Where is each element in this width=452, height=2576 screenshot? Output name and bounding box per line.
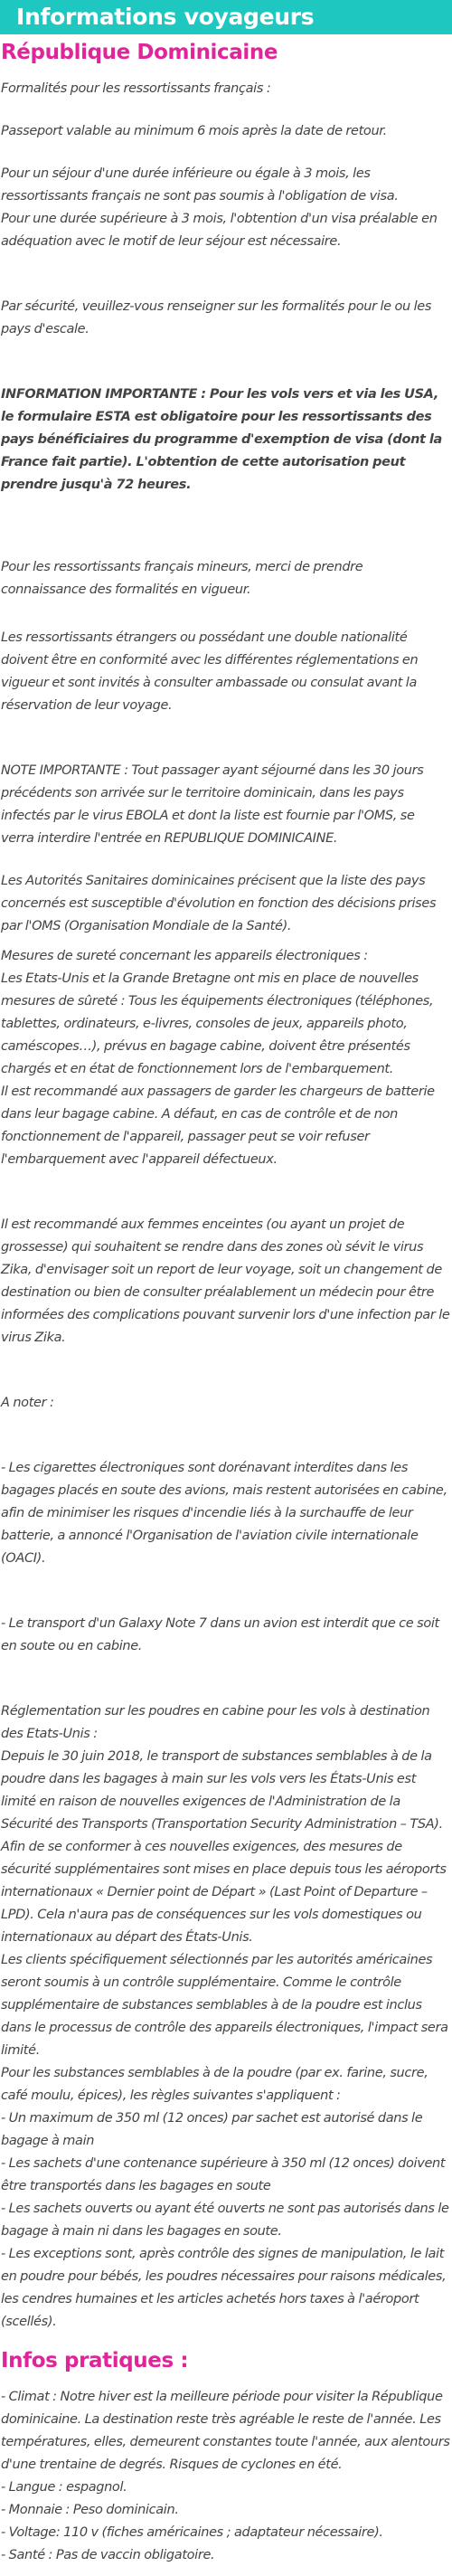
main-content — [0, 34, 452, 2576]
ebola-paragraph: NOTE IMPORTANTE : Tout passager ayant séjourné dans les 30 jours précédents son arrivée sur le territoire dominicain, dans les pays infectés par le virus EBOLA et dont la liste est fournie par l'OMS, se verra interdire l'entrée en REPUBLIQUE DOMINICAINE. — [1, 763, 424, 846]
page-title: Informations voyageurs — [16, 4, 315, 30]
powders-rule-opened: - Les sachets ouverts ou ayant été ouverts ne sont pas autorisés dans le bagage à main ni dans les bagages en soute. — [1, 2202, 449, 2239]
infos-title: Infos pratiques : — [1, 2349, 189, 2372]
info-climate: - Climat : Notre hiver est la meilleure période pour visiter la République dominicaine. La destination reste très agréable le reste de l'année. Les températures, elles, demeurent constantes toute l'année, aux alentours d'une trentaine de degrés. Risques de cyclones en été. — [1, 2390, 450, 2472]
powders-heading: Réglementation sur les poudres en cabine pour les vols à destination des Etats-Unis : — [1, 1704, 430, 1741]
info-language: - Langue : espagnol. — [1, 2480, 127, 2495]
info-health: - Santé : Pas de vaccin obligatoire. — [1, 2548, 215, 2562]
long-stay-paragraph: Pour une durée supérieure à 3 mois, l'obtention d'un visa préalable en adéquation avec le motif de leur séjour est nécessaire. — [1, 212, 438, 249]
powders-rule-hold: - Les sachets d'une contenance supérieure à 350 ml (12 onces) doivent être transportés dans les bagages en soute — [1, 2156, 446, 2193]
chargers-paragraph: Il est recommandé aux passagers de garder les chargeurs de batterie dans leur bagage cabine. A défaut, en cas de contrôle et de non fonctionnement de l'appareil, passager peut se voir refuser l'embarquement avec l'appareil défectueux. — [1, 1084, 435, 1167]
transit-paragraph: Par sécurité, veuillez-vous renseigner sur les formalités pour le ou les pays d'escale. — [1, 299, 432, 336]
minors-paragraph: Pour les ressortissants français mineurs, merci de prendre connaissance des formalités en vigueur. — [1, 560, 363, 597]
powders-rule-max: - Un maximum de 350 ml (12 onces) par sachet est autorisé dans le bagage à main — [1, 2111, 423, 2148]
powders-rules-paragraph: Pour les substances semblables à de la poudre (par ex. farine, sucre, café moulu, épices), les règles suivantes s'appliquent : — [1, 2066, 428, 2103]
powders-lpd-paragraph: Afin de se conformer à ces nouvelles exigences, des mesures de sécurité supplémentaires sont mises en place depuis tous les aéroports internationaux « Dernier point de Départ » (Last Point of Departure – LPD). Cela n'aura pas de conséquences sur les vols domestiques ou internationaux au départ des États-Unis. — [1, 1840, 447, 1945]
e-cigarettes-paragraph: - Les cigarettes électroniques sont dorénavant interdites dans les bagages placés en soute des avions, mais restent autorisées en cabine, afin de minimiser les risques d'incendie liés à la surchauffe de leur batterie, a annoncé l'Organisation de l'aviation civile internationale (OACI). — [1, 1461, 447, 1566]
health-authorities-paragraph: Les Autorités Sanitaires dominicaines précisent que la liste des pays concernés est susceptible d'évolution en fonction des décisions prises par l'OMS (Organisation Mondiale de la Santé). — [1, 874, 437, 933]
powders-since-paragraph: Depuis le 30 juin 2018, le transport de substances semblables à de la poudre dans les bagages à main sur les vols vers les États-Unis est limité en raison de nouvelles exigences de l'Administration de la Sécurité des Transports (Transportation Security Administration – TSA). — [1, 1749, 443, 1832]
passport-paragraph: Passeport valable au minimum 6 mois après la date de retour. — [1, 124, 387, 138]
info-voltage: - Voltage: 110 v (fiches américaines ; adaptateur nécessaire). — [1, 2525, 383, 2540]
header-bar — [0, 0, 452, 34]
country-title: République Dominicaine — [1, 41, 278, 64]
powders-rule-exceptions: - Les exceptions sont, après contrôle des signes de manipulation, le lait en poudre pour bébés, les poudres nécessaires pour raisons médicales, les cendres humaines et les articles achetés hors taxes à l'aéroport (scellés). — [1, 2247, 447, 2329]
info-currency: - Monnaie : Peso dominicain. — [1, 2503, 179, 2517]
note-heading: A noter : — [1, 1396, 54, 1410]
electronics-measures-paragraph: Les Etats-Unis et la Grande Bretagne ont mis en place de nouvelles mesures de sûreté : Tous les équipements électroniques (téléphones, tablettes, ordinateurs, e-livres, consoles de jeux, appareils photo, caméscopes…), prévus en bagage cabine, doivent être présentés chargés et en état de fonctionnement lors de l'embarquement. — [1, 971, 434, 1076]
esta-paragraph: INFORMATION IMPORTANTE : Pour les vols vers et via les USA, le formulaire ESTA est obligatoire pour les ressortissants des pays bénéficiaires du programme d'exemption de visa (dont la France fait partie). L'obtention de cette autorisation peut prendre jusqu'à 72 heures. — [1, 387, 442, 492]
galaxy-note-paragraph: - Le transport d'un Galaxy Note 7 dans un avion est interdit que ce soit en soute ou en cabine. — [1, 1616, 439, 1653]
formalities-heading: Formalités pour les ressortissants français : — [1, 81, 271, 96]
foreign-nationals-paragraph: Les ressortissants étrangers ou possédant une double nationalité doivent être en conformité avec les différentes réglementations en vigueur et sont invités à consulter ambassade ou consulat avant la réservation de leur voyage. — [1, 630, 419, 713]
electronics-heading: Mesures de sureté concernant les appareils électroniques : — [1, 949, 368, 963]
zika-paragraph: Il est recommandé aux femmes enceintes (ou ayant un projet de grossesse) qui souhaitent se rendre dans des zones où sévit le virus Zika, d'envisager soit un report de leur voyage, soit un changement de destination ou bien de consulter préalablement un médecin pour être informées des complications pouvant survenir lors d'une infection par le virus Zika. — [1, 1217, 450, 1345]
short-stay-paragraph: Pour un séjour d'une durée inférieure ou égale à 3 mois, les ressortissants français ne sont pas soumis à l'obligation de visa. — [1, 166, 399, 204]
powders-screening-paragraph: Les clients spécifiquement sélectionnés par les autorités américaines seront soumis à un contrôle supplémentaire. Comme le contrôle supplémentaire de substances semblables à de la poudre est inclus dans le processus de contrôle des appareils électroniques, l'impact sera limité. — [1, 1953, 448, 2058]
